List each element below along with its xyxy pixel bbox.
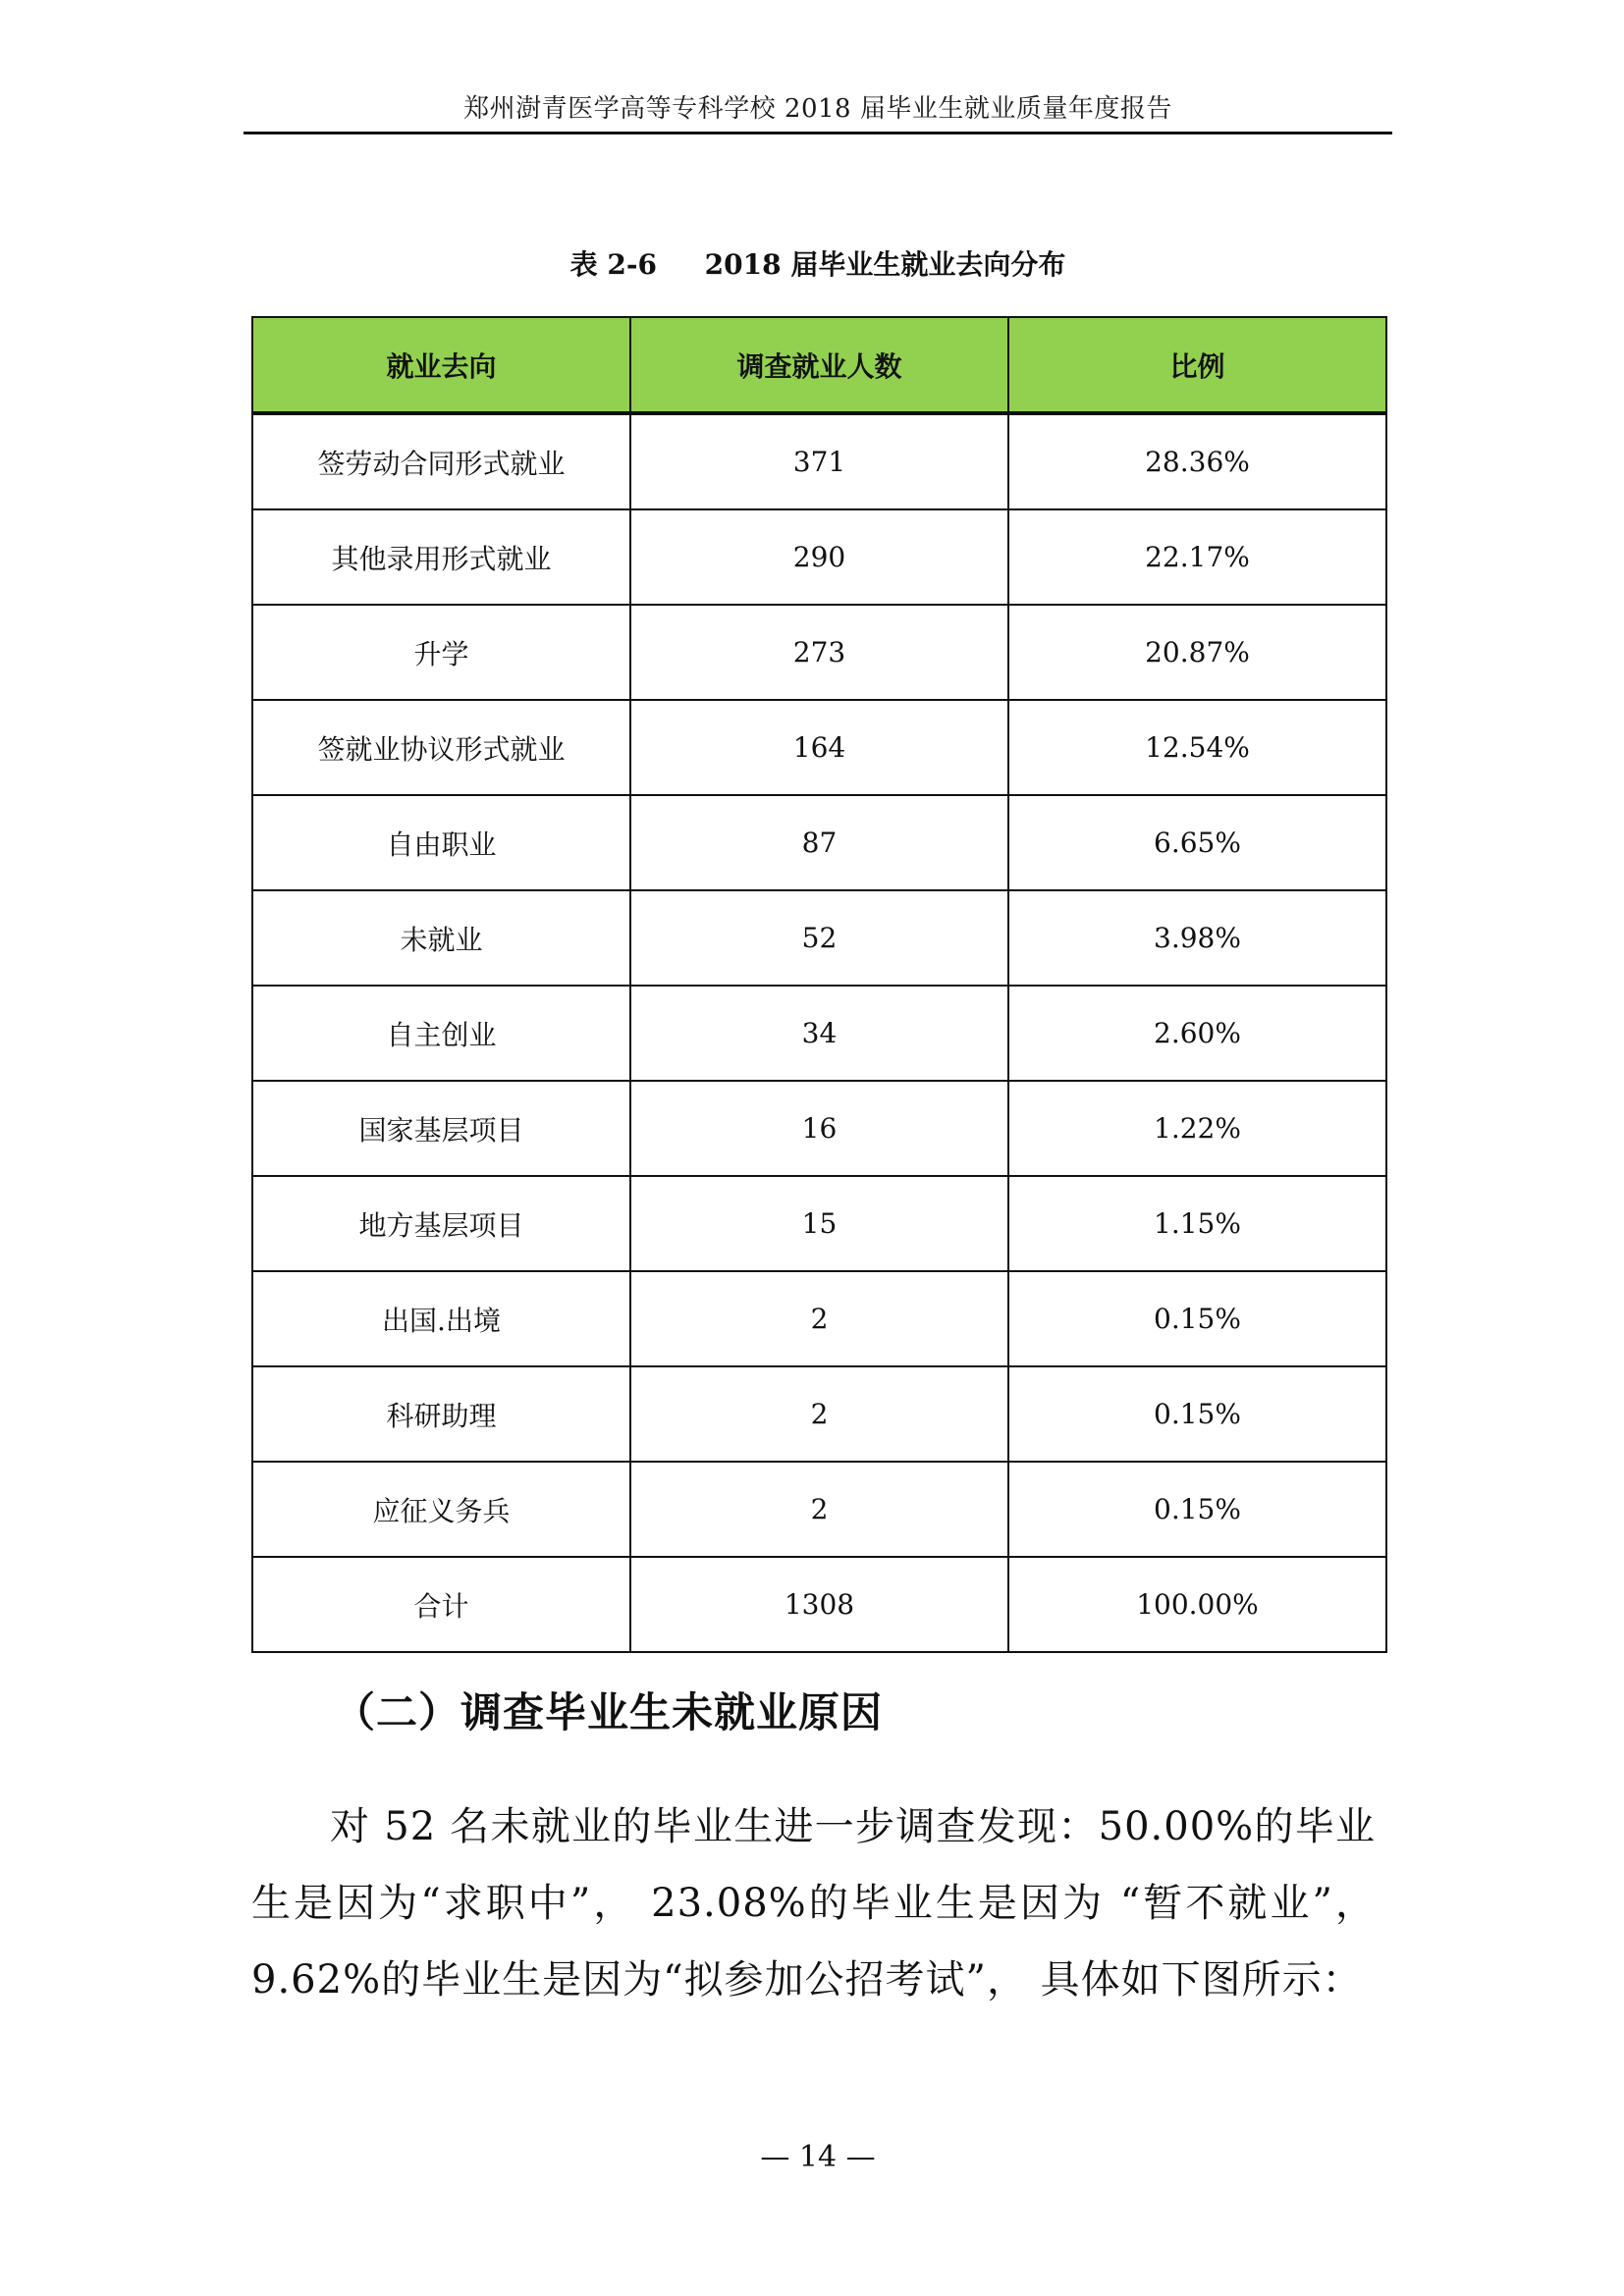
cell-ratio: 20.87% xyxy=(1008,605,1386,700)
cell-destination: 签劳动合同形式就业 xyxy=(252,413,630,509)
column-header-count: 调查就业人数 xyxy=(630,317,1008,413)
cell-destination: 出国.出境 xyxy=(252,1271,630,1366)
cell-ratio: 6.65% xyxy=(1008,795,1386,890)
cell-count: 2 xyxy=(630,1271,1008,1366)
cell-destination: 未就业 xyxy=(252,890,630,986)
cell-count: 371 xyxy=(630,413,1008,509)
cell-destination: 地方基层项目 xyxy=(252,1176,630,1271)
cell-ratio: 0.15% xyxy=(1008,1366,1386,1462)
column-header-destination: 就业去向 xyxy=(252,317,630,413)
cell-count: 2 xyxy=(630,1462,1008,1557)
cell-ratio: 2.60% xyxy=(1008,986,1386,1081)
table-header-row xyxy=(252,317,1386,413)
cell-count: 34 xyxy=(630,986,1008,1081)
cell-destination: 科研助理 xyxy=(252,1366,630,1462)
cell-count: 1308 xyxy=(630,1557,1008,1652)
cell-destination: 自主创业 xyxy=(252,986,630,1081)
cell-ratio: 22.17% xyxy=(1008,509,1386,605)
table-row xyxy=(252,700,1386,795)
table-row xyxy=(252,1462,1386,1557)
employment-destination-table xyxy=(251,316,1387,1653)
section-heading: （二）调查毕业生未就业原因 xyxy=(334,1688,884,1736)
cell-count: 273 xyxy=(630,605,1008,700)
table-total-row xyxy=(252,1557,1386,1652)
cell-count: 164 xyxy=(630,700,1008,795)
cell-ratio: 0.15% xyxy=(1008,1462,1386,1557)
table-row xyxy=(252,1366,1386,1462)
cell-destination: 签就业协议形式就业 xyxy=(252,700,630,795)
table-row xyxy=(252,605,1386,700)
cell-destination: 国家基层项目 xyxy=(252,1081,630,1176)
cell-ratio: 28.36% xyxy=(1008,413,1386,509)
table-caption: 表 2-6 2018 届毕业生就业去向分布 xyxy=(569,248,1066,281)
column-header-ratio: 比例 xyxy=(1008,317,1386,413)
cell-count: 52 xyxy=(630,890,1008,986)
cell-ratio: 0.15% xyxy=(1008,1271,1386,1366)
cell-destination: 应征义务兵 xyxy=(252,1462,630,1557)
table-row xyxy=(252,1081,1386,1176)
table-row xyxy=(252,509,1386,605)
cell-ratio: 1.15% xyxy=(1008,1176,1386,1271)
cell-ratio: 12.54% xyxy=(1008,700,1386,795)
cell-count: 290 xyxy=(630,509,1008,605)
cell-ratio: 3.98% xyxy=(1008,890,1386,986)
table-row xyxy=(252,1271,1386,1366)
cell-count: 16 xyxy=(630,1081,1008,1176)
cell-destination: 自由职业 xyxy=(252,795,630,890)
cell-ratio: 100.00% xyxy=(1008,1557,1386,1652)
page-number: — 14 — xyxy=(760,2140,876,2174)
body-paragraph: 对 52 名未就业的毕业生进一步调查发现：50.00%的毕业生是因为“求职中”， 23.08%的毕业生是因为 “暂不就业”，9.62%的毕业生是因为“拟参加公招考试”， 具体如下图所示： xyxy=(251,1804,1376,2002)
table-row xyxy=(252,795,1386,890)
cell-count: 87 xyxy=(630,795,1008,890)
cell-destination: 合计 xyxy=(252,1557,630,1652)
table-row xyxy=(252,890,1386,986)
cell-destination: 其他录用形式就业 xyxy=(252,509,630,605)
running-header: 郑州澍青医学高等专科学校 2018 届毕业生就业质量年度报告 xyxy=(463,94,1172,124)
cell-destination: 升学 xyxy=(252,605,630,700)
cell-count: 2 xyxy=(630,1366,1008,1462)
table-row xyxy=(252,413,1386,509)
cell-count: 15 xyxy=(630,1176,1008,1271)
table-row xyxy=(252,986,1386,1081)
header-rule xyxy=(244,132,1392,134)
cell-ratio: 1.22% xyxy=(1008,1081,1386,1176)
table-row xyxy=(252,1176,1386,1271)
